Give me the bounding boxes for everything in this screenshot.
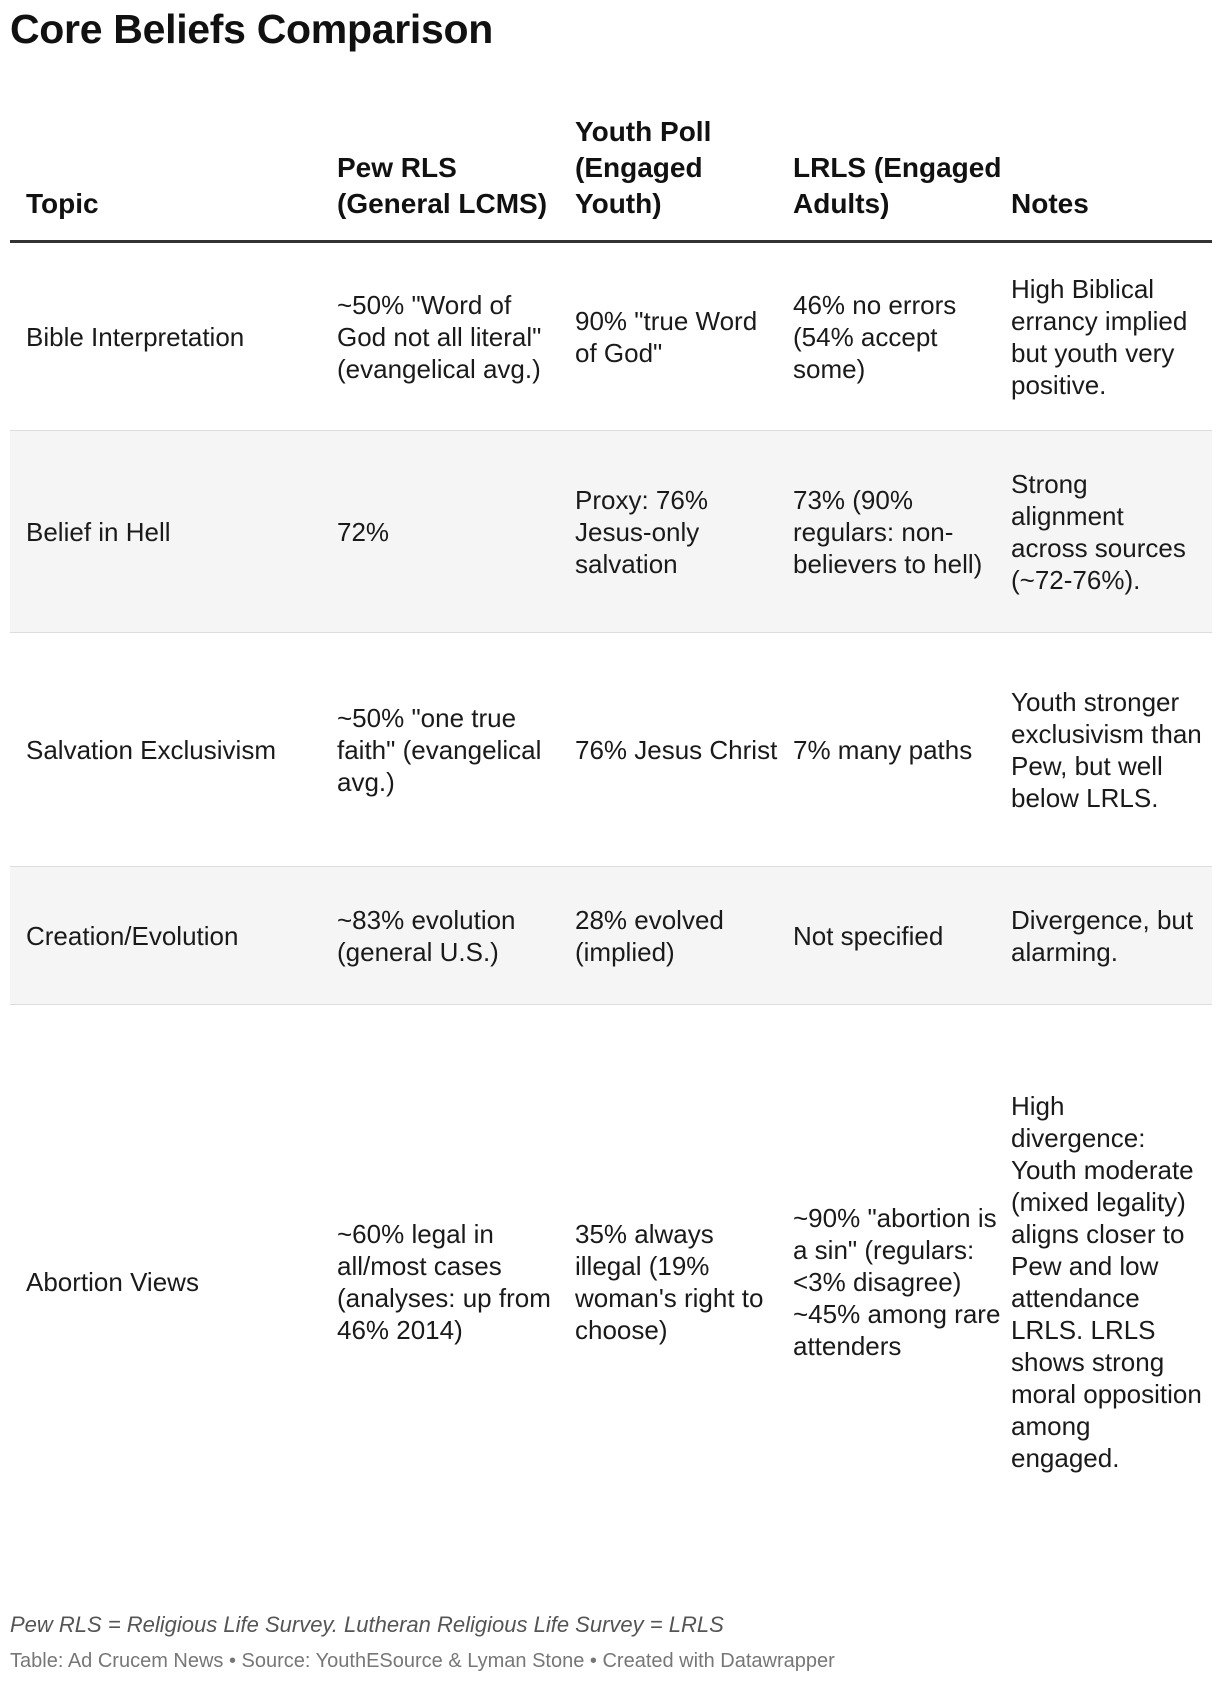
beliefs-comparison-table	[10, 104, 1212, 1559]
cell-youth: 90% "true Word of God"	[575, 242, 793, 431]
header-youth-poll: Youth Poll (Engaged Youth)	[575, 104, 793, 242]
cell-notes: High Biblical errancy implied but youth very positive.	[1011, 242, 1212, 431]
table-row-creation-evolution	[10, 867, 1212, 1005]
cell-lrls: ~90% "abortion is a sin" (regulars: <3% disagree) ~45% among rare attenders	[793, 1202, 1001, 1361]
cell-notes: Strong alignment across sources (~72-76%).	[1011, 431, 1212, 633]
header-topic: Topic	[10, 104, 337, 242]
header-notes: Notes	[1011, 104, 1212, 242]
source-credits: Table: Ad Crucem News • Source: YouthESource & Lyman Stone • Created with Datawrapper	[10, 1650, 835, 1672]
header-lrls: LRLS (Engaged Adults)	[793, 104, 1011, 242]
cell-pew: ~50% "one true faith" (evangelical avg.)	[337, 633, 575, 867]
cell-pew: ~50% "Word of God not all literal" (evangelical avg.)	[337, 242, 575, 431]
cell-pew: 72%	[337, 431, 575, 633]
cell-youth: 35% always illegal (19% woman's right to choose)	[575, 1218, 764, 1345]
cell-lrls: 7% many paths	[793, 633, 1011, 867]
cell-lrls: 73% (90% regulars: non-believers to hell)	[793, 431, 1011, 633]
table-row-bible-interpretation	[10, 242, 1212, 431]
cell-topic: Abortion Views	[26, 1266, 199, 1297]
cell-lrls: Not specified	[793, 867, 1011, 1005]
cell-notes: Youth stronger exclusivism than Pew, but well below LRLS.	[1011, 633, 1212, 867]
table-footnote: Pew RLS = Religious Life Survey. Lutheran Religious Life Survey = LRLS	[10, 1612, 724, 1637]
cell-youth: Proxy: 76% Jesus-only salvation	[575, 431, 793, 633]
cell-notes: High divergence: Youth moderate (mixed legality) aligns closer to Pew and low attendance LRLS. LRLS shows strong moral opposition among engaged.	[1011, 1090, 1202, 1473]
cell-pew: ~60% legal in all/most cases (analyses: up from 46% 2014)	[337, 1218, 551, 1345]
table-title: Core Beliefs Comparison	[10, 6, 493, 52]
cell-youth: 28% evolved (implied)	[575, 867, 793, 1005]
table-row-abortion-views	[10, 1005, 1212, 1559]
cell-youth: 76% Jesus Christ	[575, 633, 793, 867]
cell-topic: Belief in Hell	[10, 431, 337, 633]
table-row-belief-in-hell	[10, 431, 1212, 633]
cell-topic: Creation/Evolution	[10, 867, 337, 1005]
header-row	[10, 104, 1212, 242]
header-pew-rls: Pew RLS (General LCMS)	[337, 104, 575, 242]
cell-pew: ~83% evolution (general U.S.)	[337, 867, 575, 1005]
cell-topic: Salvation Exclusivism	[10, 633, 337, 867]
cell-topic: Bible Interpretation	[10, 242, 337, 431]
cell-lrls: 46% no errors (54% accept some)	[793, 242, 1011, 431]
cell-notes: Divergence, but alarming.	[1011, 867, 1212, 1005]
table-row-salvation-exclusivism	[10, 633, 1212, 867]
